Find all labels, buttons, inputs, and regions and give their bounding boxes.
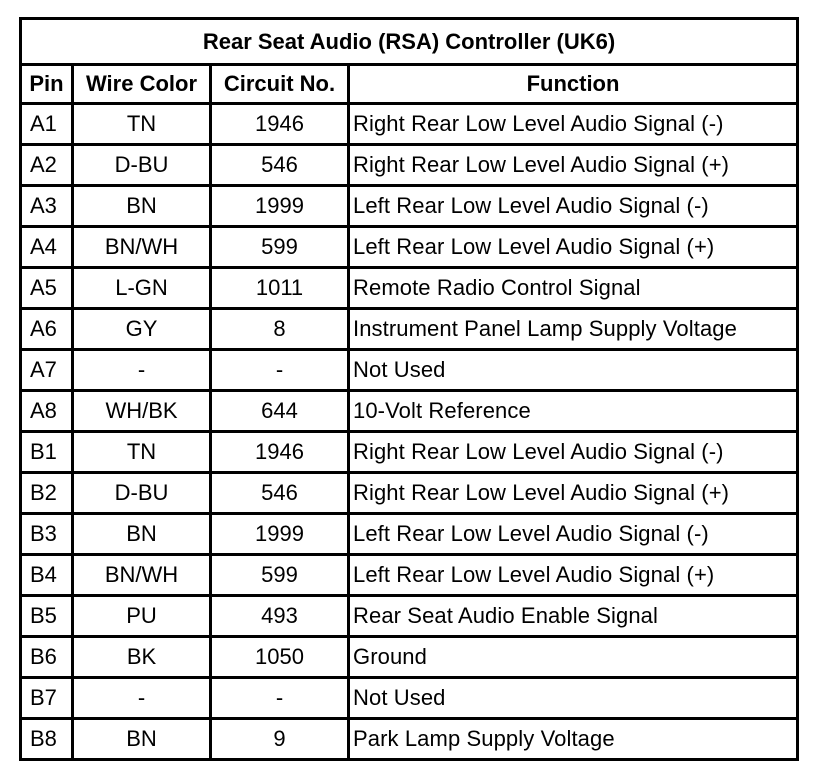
wire-color-cell: BN/WH <box>73 555 211 596</box>
table-row <box>21 555 798 596</box>
pin-cell: B6 <box>21 637 73 678</box>
pin-cell: A5 <box>21 268 73 309</box>
pin-cell: A2 <box>21 145 73 186</box>
function-cell: Right Rear Low Level Audio Signal (-) <box>349 104 798 145</box>
wire-color-cell: BN/WH <box>73 227 211 268</box>
circuit-no-cell: 546 <box>211 145 349 186</box>
function-cell: Left Rear Low Level Audio Signal (+) <box>349 227 798 268</box>
pin-cell: B4 <box>21 555 73 596</box>
pin-cell: A4 <box>21 227 73 268</box>
circuit-no-cell: - <box>211 350 349 391</box>
table-row <box>21 350 798 391</box>
circuit-no-cell: 599 <box>211 555 349 596</box>
function-cell: Remote Radio Control Signal <box>349 268 798 309</box>
wire-color-cell: - <box>73 350 211 391</box>
function-cell: Rear Seat Audio Enable Signal <box>349 596 798 637</box>
header-circuit-no: Circuit No. <box>211 65 349 104</box>
wire-color-cell: GY <box>73 309 211 350</box>
circuit-no-cell: 1946 <box>211 432 349 473</box>
pin-cell: B1 <box>21 432 73 473</box>
table-row <box>21 104 798 145</box>
pinout-table <box>19 17 799 761</box>
circuit-no-cell: 644 <box>211 391 349 432</box>
wire-color-cell: TN <box>73 104 211 145</box>
function-cell: Left Rear Low Level Audio Signal (-) <box>349 186 798 227</box>
table-row <box>21 145 798 186</box>
wire-color-cell: PU <box>73 596 211 637</box>
table-row <box>21 227 798 268</box>
table-row <box>21 268 798 309</box>
table-row <box>21 432 798 473</box>
pin-cell: B7 <box>21 678 73 719</box>
wire-color-cell: TN <box>73 432 211 473</box>
circuit-no-cell: 1946 <box>211 104 349 145</box>
table-title: Rear Seat Audio (RSA) Controller (UK6) <box>21 19 798 65</box>
wire-color-cell: D-BU <box>73 145 211 186</box>
wire-color-cell: BK <box>73 637 211 678</box>
header-function: Function <box>349 65 798 104</box>
header-pin: Pin <box>21 65 73 104</box>
wire-color-cell: - <box>73 678 211 719</box>
table-title-row <box>21 19 798 65</box>
function-cell: Instrument Panel Lamp Supply Voltage <box>349 309 798 350</box>
wire-color-cell: BN <box>73 719 211 760</box>
table-row <box>21 186 798 227</box>
circuit-no-cell: 8 <box>211 309 349 350</box>
table-row <box>21 678 798 719</box>
function-cell: Right Rear Low Level Audio Signal (-) <box>349 432 798 473</box>
table-row <box>21 637 798 678</box>
table-header-row <box>21 65 798 104</box>
wire-color-cell: BN <box>73 186 211 227</box>
table-row <box>21 391 798 432</box>
wire-color-cell: BN <box>73 514 211 555</box>
function-cell: Left Rear Low Level Audio Signal (+) <box>349 555 798 596</box>
function-cell: Not Used <box>349 350 798 391</box>
pin-cell: B2 <box>21 473 73 514</box>
function-cell: Park Lamp Supply Voltage <box>349 719 798 760</box>
pin-cell: B3 <box>21 514 73 555</box>
function-cell: Left Rear Low Level Audio Signal (-) <box>349 514 798 555</box>
function-cell: Ground <box>349 637 798 678</box>
pin-cell: A6 <box>21 309 73 350</box>
pin-cell: B5 <box>21 596 73 637</box>
table-row <box>21 473 798 514</box>
table-row <box>21 719 798 760</box>
circuit-no-cell: 599 <box>211 227 349 268</box>
circuit-no-cell: 1050 <box>211 637 349 678</box>
table-row <box>21 596 798 637</box>
pin-cell: A3 <box>21 186 73 227</box>
table-body <box>21 104 798 760</box>
pin-cell: A8 <box>21 391 73 432</box>
table-row <box>21 309 798 350</box>
function-cell: Right Rear Low Level Audio Signal (+) <box>349 145 798 186</box>
function-cell: Not Used <box>349 678 798 719</box>
pin-cell: B8 <box>21 719 73 760</box>
function-cell: 10-Volt Reference <box>349 391 798 432</box>
circuit-no-cell: 1011 <box>211 268 349 309</box>
pin-cell: A1 <box>21 104 73 145</box>
pin-cell: A7 <box>21 350 73 391</box>
circuit-no-cell: 493 <box>211 596 349 637</box>
function-cell: Right Rear Low Level Audio Signal (+) <box>349 473 798 514</box>
circuit-no-cell: 9 <box>211 719 349 760</box>
circuit-no-cell: 1999 <box>211 186 349 227</box>
table-row <box>21 514 798 555</box>
wire-color-cell: WH/BK <box>73 391 211 432</box>
wire-color-cell: L-GN <box>73 268 211 309</box>
circuit-no-cell: 546 <box>211 473 349 514</box>
circuit-no-cell: - <box>211 678 349 719</box>
circuit-no-cell: 1999 <box>211 514 349 555</box>
header-wire-color: Wire Color <box>73 65 211 104</box>
wire-color-cell: D-BU <box>73 473 211 514</box>
